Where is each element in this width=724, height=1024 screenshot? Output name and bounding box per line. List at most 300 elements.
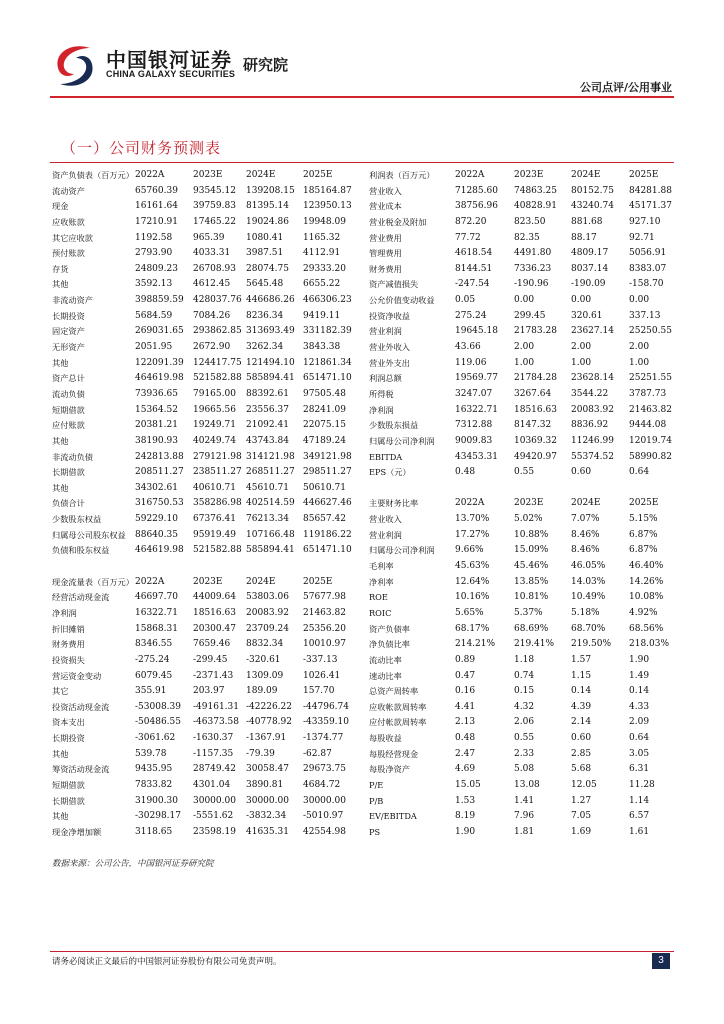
row-label: 营业外支出 (369, 357, 410, 368)
table-cell: 139208.15 (246, 185, 295, 196)
institute-label: 研究院 (243, 56, 289, 74)
table-cell (455, 481, 514, 497)
report-type-label: 公司点评/公用事业 (579, 81, 672, 94)
table-cell: 6.31 (629, 764, 650, 775)
table-cell: 10.08% (629, 592, 664, 603)
table-cell: 30000.00 (193, 795, 236, 806)
row-label: 非流动负债 (52, 451, 93, 462)
table-cell: 57677.98 (303, 592, 346, 603)
table-row (369, 715, 681, 731)
table-cell: 1.15 (571, 670, 592, 681)
table-cell: 293862.85 (193, 326, 242, 337)
table-row (369, 418, 681, 434)
table-cell: 50610.71 (303, 482, 346, 493)
table-cell: 0.47 (455, 670, 476, 681)
table-cell: 79165.00 (193, 388, 236, 399)
table-cell: 10369.32 (514, 435, 557, 446)
table-row (369, 778, 681, 794)
row-label: 应付账款 (52, 420, 85, 431)
row-label: EBITDA (369, 451, 403, 462)
table-row (52, 481, 356, 497)
table-cell (193, 559, 246, 575)
table-cell: 1.27 (571, 795, 592, 806)
table-cell: -30298.17 (135, 811, 181, 822)
table-cell: 76213.34 (246, 514, 289, 525)
income-ratio-table (369, 168, 681, 841)
table-cell: 9435.95 (135, 764, 173, 775)
table-row (52, 450, 356, 466)
table-row (369, 622, 681, 638)
row-label: 短期借款 (52, 779, 85, 790)
table-cell (571, 481, 629, 497)
table-cell: 238511.27 (193, 467, 242, 478)
table-cell: 0.14 (629, 686, 650, 697)
table-cell: 402514.59 (246, 498, 295, 509)
table-cell: 2025E (303, 576, 333, 587)
table-cell: 43240.74 (571, 201, 614, 212)
table-cell: 17.27% (455, 529, 490, 540)
row-label: 营业费用 (369, 232, 402, 243)
table-cell: 8383.07 (629, 263, 667, 274)
table-cell: 3843.38 (303, 342, 341, 353)
table-cell: 1.81 (514, 826, 535, 837)
table-cell: 5.08 (514, 764, 535, 775)
table-row (369, 794, 681, 810)
table-cell: -43359.10 (303, 717, 349, 728)
table-row (369, 168, 681, 184)
table-cell: 28749.42 (193, 764, 236, 775)
table-cell: 219.50% (571, 639, 612, 650)
table-cell: 55374.52 (571, 451, 614, 462)
table-cell: 21784.28 (514, 373, 557, 384)
table-cell: 4.33 (629, 701, 650, 712)
row-label: 经营活动现金流 (52, 592, 110, 603)
row-label (52, 559, 135, 575)
table-cell: 446686.26 (246, 295, 295, 306)
table-cell: 0.16 (455, 686, 476, 697)
row-label: 其他 (52, 748, 69, 759)
table-cell: 2024E (571, 498, 601, 509)
table-cell: 3247.07 (455, 388, 493, 399)
table-cell: 157.70 (303, 686, 335, 697)
table-cell: 8144.51 (455, 263, 493, 274)
table-cell: 29673.75 (303, 764, 346, 775)
table-cell: 2024E (246, 170, 276, 180)
table-row (52, 231, 356, 247)
table-cell: 18516.63 (514, 404, 557, 415)
table-cell: 219.41% (514, 639, 555, 650)
table-cell: 40828.91 (514, 201, 557, 212)
table-cell: 464619.98 (135, 545, 184, 556)
table-cell: 39759.83 (193, 201, 236, 212)
table-row (52, 778, 356, 794)
table-cell: 3987.51 (246, 248, 284, 259)
table-row (52, 575, 356, 591)
table-cell: 0.89 (455, 654, 476, 665)
table-row (369, 590, 681, 606)
table-cell: 1.53 (455, 795, 476, 806)
table-cell: 3267.64 (514, 388, 552, 399)
table-cell: 823.50 (514, 216, 546, 227)
table-cell: 2.00 (514, 342, 535, 353)
table-cell: 298511.27 (303, 467, 352, 478)
table-cell: 23627.14 (571, 326, 614, 337)
row-label: 流动资产 (52, 185, 85, 196)
table-cell: 4.39 (571, 701, 592, 712)
table-cell: 16322.71 (135, 607, 178, 618)
table-row (369, 465, 681, 481)
row-label: 资产负债表（百万元） (52, 170, 134, 180)
table-cell: 2022A (455, 170, 485, 180)
table-cell: 45.63% (455, 561, 490, 572)
table-cell: 25250.55 (629, 326, 672, 337)
row-label: 存货 (52, 263, 69, 274)
table-cell: 53803.06 (246, 592, 289, 603)
table-row (369, 309, 681, 325)
row-label: 现金净增加额 (52, 826, 102, 837)
row-label: 速动比率 (369, 670, 402, 681)
table-cell: 2023E (514, 170, 544, 180)
table-cell: 21463.82 (303, 607, 346, 618)
table-row (52, 559, 356, 575)
row-label: 负债合计 (52, 498, 85, 509)
table-cell: 2024E (246, 576, 276, 587)
table-cell: 45610.71 (246, 482, 289, 493)
table-cell: 77.72 (455, 232, 481, 243)
table-cell: -190.09 (571, 279, 606, 290)
table-cell (135, 559, 193, 575)
table-cell: 88640.35 (135, 529, 178, 540)
table-cell: 88392.61 (246, 388, 289, 399)
table-cell: 1165.32 (303, 232, 341, 243)
table-cell: 268511.27 (246, 467, 295, 478)
table-row (369, 731, 681, 747)
table-row (52, 637, 356, 653)
table-cell: 25251.55 (629, 373, 672, 384)
table-cell: 3890.81 (246, 779, 284, 790)
row-label: 每股收益 (369, 733, 402, 744)
row-label: 应收帐款周转率 (369, 701, 427, 712)
table-cell: 7084.26 (193, 310, 231, 321)
table-cell: 20083.92 (571, 404, 614, 415)
row-label: 长期借款 (52, 467, 85, 478)
table-cell: 279121.98 (193, 451, 242, 462)
table-cell: 42554.98 (303, 826, 346, 837)
table-row (369, 653, 681, 669)
table-cell: 19645.18 (455, 326, 498, 337)
row-label: 长期借款 (52, 795, 85, 806)
table-cell: 119186.22 (303, 529, 352, 540)
table-cell: 8147.32 (514, 420, 552, 431)
table-cell: 1.69 (571, 826, 592, 837)
table-cell: 299.45 (514, 310, 546, 321)
table-row (369, 356, 681, 372)
row-label: 投资净收益 (369, 310, 410, 321)
table-cell: 17210.91 (135, 216, 178, 227)
table-cell: 3262.34 (246, 342, 284, 353)
table-cell: 3592.13 (135, 279, 173, 290)
table-cell: 5684.59 (135, 310, 173, 321)
table-cell: 4809.17 (571, 248, 609, 259)
table-cell: -1367.91 (246, 733, 287, 744)
table-cell: 5056.91 (629, 248, 667, 259)
row-label: 利润总额 (369, 373, 402, 384)
table-row (52, 715, 356, 731)
header-divider (50, 96, 674, 98)
row-label: 长期投资 (52, 310, 85, 321)
table-cell: 218.03% (629, 639, 670, 650)
table-cell: 2025E (303, 170, 333, 180)
table-cell: 21463.82 (629, 404, 672, 415)
table-cell: -50486.55 (135, 717, 181, 728)
table-cell: 8.46% (571, 529, 600, 540)
table-cell: 1.00 (629, 357, 650, 368)
galaxy-logo-icon (50, 42, 100, 90)
table-row (52, 262, 356, 278)
table-cell: 124417.75 (193, 357, 242, 368)
table-cell: 428037.76 (193, 295, 242, 306)
table-cell: 1.90 (629, 654, 650, 665)
row-label: 固定资产 (52, 326, 85, 337)
table-cell: 1080.41 (246, 232, 284, 243)
table-cell: 15868.31 (135, 623, 178, 634)
row-label: 少数股东权益 (52, 514, 102, 525)
table-row (369, 387, 681, 403)
row-label: 归属母公司净利润 (369, 435, 435, 446)
table-cell: 585894.41 (246, 373, 295, 384)
table-row (52, 684, 356, 700)
row-label: 净利率 (369, 576, 394, 587)
table-cell: 16322.71 (455, 404, 498, 415)
table-row (52, 403, 356, 419)
table-row (369, 324, 681, 340)
table-cell: -42226.22 (246, 701, 292, 712)
table-cell: 43743.84 (246, 435, 289, 446)
row-label: 净利润 (369, 404, 394, 415)
table-cell: 337.13 (629, 310, 661, 321)
table-cell: 21092.41 (246, 420, 289, 431)
row-label: 营业税金及附加 (369, 216, 427, 227)
table-cell: 7312.88 (455, 420, 493, 431)
table-cell: 68.17% (455, 623, 490, 634)
row-label: 总资产周转率 (369, 686, 419, 697)
table-row (52, 340, 356, 356)
row-label: 现金 (52, 201, 69, 212)
table-cell: 15364.52 (135, 404, 178, 415)
table-cell: 107166.48 (246, 529, 295, 540)
table-cell: -3832.34 (246, 811, 287, 822)
table-cell: 2.06 (514, 717, 535, 728)
table-cell: 0.64 (629, 467, 650, 478)
table-cell: 4612.45 (193, 279, 231, 290)
row-label: 营业外收入 (369, 342, 410, 353)
table-cell: 214.21% (455, 639, 496, 650)
table-cell: 0.64 (629, 733, 650, 744)
row-label: 其他 (52, 357, 69, 368)
row-label: ROE (369, 592, 388, 603)
brand-name-cn: 中国银河证券 (106, 48, 232, 72)
table-cell: 2.85 (571, 748, 592, 759)
row-label: 其他 (52, 435, 69, 446)
table-cell: 185164.87 (303, 185, 352, 196)
table-row (369, 606, 681, 622)
table-row (52, 293, 356, 309)
table-cell: 8836.92 (571, 420, 609, 431)
table-cell: -275.24 (135, 654, 170, 665)
row-label: 营业成本 (369, 201, 402, 212)
table-row (369, 543, 681, 559)
table-row (52, 168, 356, 184)
table-cell: 11246.99 (571, 435, 614, 446)
table-cell: 358286.98 (193, 498, 242, 509)
table-cell: 2022A (135, 170, 165, 180)
table-cell: 8.19 (455, 811, 476, 822)
table-cell: 1309.09 (246, 670, 284, 681)
table-cell: 9419.11 (303, 310, 341, 321)
table-cell: 121861.34 (303, 357, 352, 368)
table-cell: 3544.22 (571, 388, 609, 399)
table-row (369, 496, 681, 512)
table-row (369, 199, 681, 215)
table-cell: 44009.64 (193, 592, 236, 603)
brand-name-en: CHINA GALAXY SECURITIES (106, 69, 236, 79)
row-label: 归属母公司股东权益 (52, 529, 126, 540)
table-cell: 20381.21 (135, 420, 178, 431)
table-cell: 4.92% (629, 607, 658, 618)
row-label: 应收账款 (52, 216, 85, 227)
table-cell: 119.06 (455, 357, 487, 368)
table-cell: 19249.71 (193, 420, 236, 431)
table-row (52, 496, 356, 512)
table-cell: 2.00 (629, 342, 650, 353)
table-cell: 4.41 (455, 701, 476, 712)
row-label: 归属母公司净利润 (369, 545, 435, 556)
source-note: 数据来源：公司公告，中国银河证券研究院 (52, 859, 214, 869)
table-cell: 38190.93 (135, 435, 178, 446)
table-cell: 1.57 (571, 654, 592, 665)
row-label: EV/EBITDA (369, 811, 417, 822)
table-cell: 5.65% (455, 607, 484, 618)
table-cell: 4.32 (514, 701, 535, 712)
table-cell: 3118.65 (135, 826, 173, 837)
table-row (369, 809, 681, 825)
table-cell: 2793.90 (135, 248, 173, 259)
table-cell: 24809.23 (135, 263, 178, 274)
table-row (369, 528, 681, 544)
row-label: 资产负债率 (369, 623, 410, 634)
table-cell: 1.49 (629, 670, 650, 681)
table-cell: 2025E (629, 170, 659, 180)
table-cell: 40249.74 (193, 435, 236, 446)
table-cell: 58990.82 (629, 451, 672, 462)
table-row (369, 215, 681, 231)
row-label: 负债和股东权益 (52, 545, 110, 556)
table-cell: 46697.70 (135, 592, 178, 603)
table-row (369, 747, 681, 763)
table-cell: 43453.31 (455, 451, 498, 462)
table-cell: 17465.22 (193, 216, 236, 227)
row-label: 资产总计 (52, 373, 85, 384)
table-cell: 464619.98 (135, 373, 184, 384)
table-cell: 320.61 (571, 310, 603, 321)
row-label: 净利润 (52, 607, 77, 618)
table-cell: 12019.74 (629, 435, 672, 446)
table-cell: 68.69% (514, 623, 549, 634)
table-cell: 13.08 (514, 779, 540, 790)
table-row (52, 434, 356, 450)
table-cell: 30058.47 (246, 764, 289, 775)
table-cell: 275.24 (455, 310, 487, 321)
table-cell: 4491.80 (514, 248, 552, 259)
table-cell: 7833.82 (135, 779, 173, 790)
row-label: 资本支出 (52, 717, 85, 728)
row-label: 折旧摊销 (52, 623, 85, 634)
table-row (369, 246, 681, 262)
table-cell: 355.91 (135, 686, 167, 697)
table-cell: -44796.74 (303, 701, 349, 712)
table-cell: -320.61 (246, 654, 281, 665)
table-cell: 19948.09 (303, 216, 346, 227)
row-label: 所得税 (369, 388, 394, 399)
table-cell: 10.49% (571, 592, 606, 603)
row-label: PS (369, 826, 381, 837)
section-title-divider (50, 162, 674, 163)
table-cell: 12.64% (455, 576, 490, 587)
table-cell: 47189.24 (303, 435, 346, 446)
table-row (52, 762, 356, 778)
table-cell: 123950.13 (303, 201, 352, 212)
table-cell: 1026.41 (303, 670, 341, 681)
table-row (369, 637, 681, 653)
table-cell: 0.00 (629, 295, 650, 306)
row-label: 现金流量表（百万元） (52, 576, 134, 587)
table-cell: 46.40% (629, 561, 664, 572)
table-cell: 92.71 (629, 232, 655, 243)
balance-cashflow-table (52, 168, 356, 841)
table-cell: 9009.83 (455, 435, 493, 446)
table-cell: 1.90 (455, 826, 476, 837)
table-cell: 46.05% (571, 561, 606, 572)
table-cell: 73936.65 (135, 388, 178, 399)
table-cell: 14.26% (629, 576, 664, 587)
table-row (369, 825, 681, 841)
table-row (369, 450, 681, 466)
table-cell: -1630.37 (193, 733, 234, 744)
table-cell: 28241.09 (303, 404, 346, 415)
table-cell: 2.47 (455, 748, 476, 759)
table-cell: 2.14 (571, 717, 592, 728)
table-cell: -2371.43 (193, 670, 234, 681)
table-cell: 6.87% (629, 545, 658, 556)
table-cell: 68.70% (571, 623, 606, 634)
table-cell: 31900.30 (135, 795, 178, 806)
table-cell: 0.60 (571, 733, 592, 744)
table-cell: 0.00 (571, 295, 592, 306)
row-label: 净负债比率 (369, 639, 410, 650)
table-cell: 651471.10 (303, 545, 352, 556)
table-row (369, 403, 681, 419)
row-label: 其它 (52, 686, 69, 697)
table-cell: 585894.41 (246, 545, 295, 556)
table-row (369, 371, 681, 387)
table-cell: 34302.61 (135, 482, 178, 493)
row-label: 利润表（百万元） (369, 170, 435, 180)
table-row (369, 762, 681, 778)
table-row (369, 700, 681, 716)
table-cell: 349121.98 (303, 451, 352, 462)
table-cell: 1192.58 (135, 232, 173, 243)
table-cell: 7.05 (571, 811, 592, 822)
